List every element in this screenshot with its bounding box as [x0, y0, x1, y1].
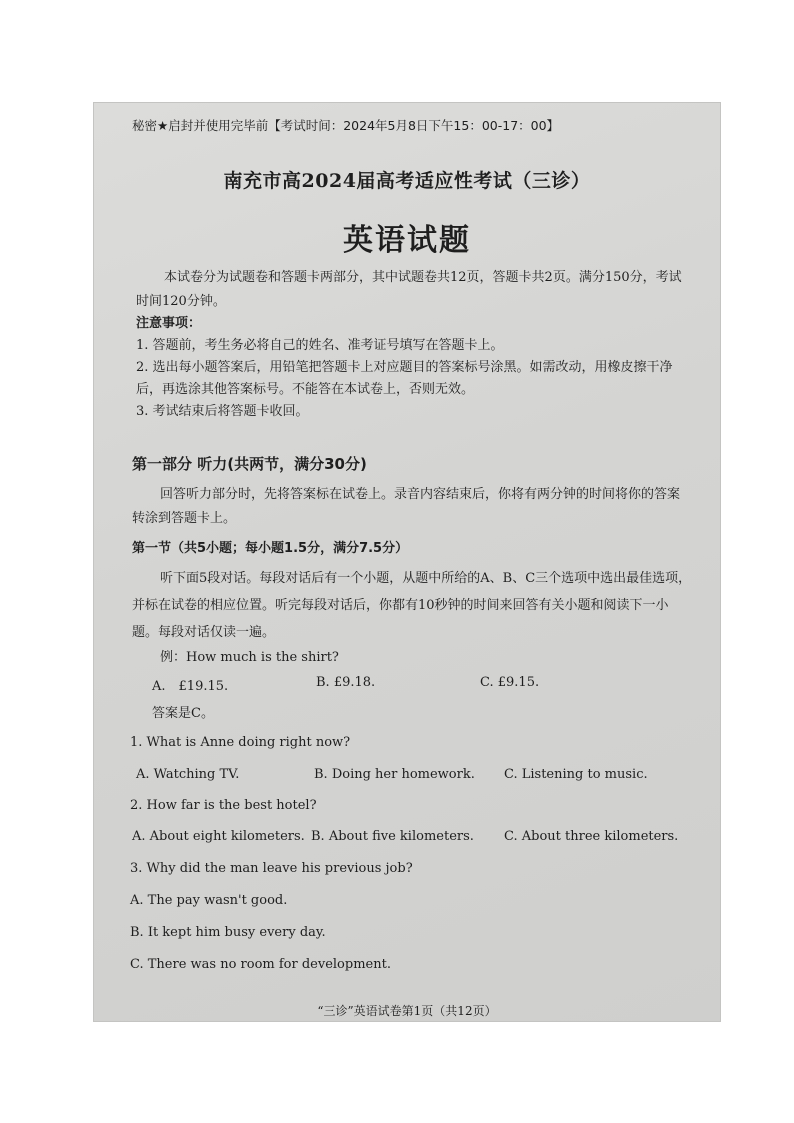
example-option-a: A. £19.15. — [152, 679, 229, 694]
question-3-option-c: C. There was no room for development. — [130, 957, 391, 972]
question-3-option-b: B. It kept him busy every day. — [130, 925, 326, 940]
section1-heading: 第一节（共5小题；每小题1.5分，满分7.5分） — [132, 541, 409, 556]
confidential-note: 秘密★启封并使用完毕前【考试时间：2024年5月8日下午15：00-17：00】 — [132, 118, 560, 133]
question-3: 3. Why did the man leave his previous job? — [130, 861, 413, 876]
note-item: 2. 选出每小题答案后，用铅笔把答题卡上对应题目的答案标号涂黑。如需改动，用橡皮擦干净后，再选涂其他答案标号。不能答在本试卷上，否则无效。 — [136, 360, 673, 397]
question-1-option-a: A. Watching TV. — [136, 767, 240, 782]
question-2-option-c: C. About three kilometers. — [504, 829, 679, 844]
example-question: 例：How much is the shirt? — [160, 650, 339, 665]
example-answer: 答案是C。 — [152, 706, 214, 721]
exam-title: 南充市高2024届高考适应性考试（三诊） — [223, 170, 591, 192]
question-2-option-b: B. About five kilometers. — [311, 829, 474, 844]
exam-page — [94, 103, 720, 1021]
question-1-option-b: B. Doing her homework. — [314, 767, 475, 782]
section1-instructions: 听下面5段对话。每段对话后有一个小题，从题中所给的A、B、C三个选项中选出最佳选项，并标在试卷的相应位置。听完每段对话后，你都有10秒钟的时间来回答有关小题和阅读下一小题。每段对话仅读一遍。 — [132, 571, 692, 640]
note-item: 1. 答题前，考生务必将自己的姓名、准考证号填写在答题卡上。 — [136, 338, 504, 353]
example-option-b: B. £9.18. — [316, 675, 376, 690]
page-footer: “三诊”英语试卷第1页（共12页） — [317, 1004, 497, 1018]
question-3-option-a: A. The pay wasn't good. — [130, 893, 288, 908]
subject-title: 英语试题 — [343, 223, 471, 258]
part1-heading: 第一部分 听力(共两节，满分30分) — [132, 455, 367, 473]
question-1-option-c: C. Listening to music. — [504, 767, 648, 782]
question-2: 2. How far is the best hotel? — [130, 798, 317, 813]
notes-heading: 注意事项： — [136, 316, 202, 331]
exam-intro: 本试卷分为试题卷和答题卡两部分，其中试题卷共12页，答题卡共2页。满分150分，考试时间120分钟。 — [136, 270, 682, 309]
note-item: 3. 考试结束后将答题卡收回。 — [136, 404, 309, 419]
question-2-option-a: A. About eight kilometers. — [132, 829, 305, 844]
question-1: 1. What is Anne doing right now? — [130, 735, 351, 750]
part1-instructions: 回答听力部分时，先将答案标在试卷上。录音内容结束后，你将有两分钟的时间将你的答案转涂到答题卡上。 — [132, 487, 681, 526]
example-option-c: C. £9.15. — [480, 675, 540, 690]
